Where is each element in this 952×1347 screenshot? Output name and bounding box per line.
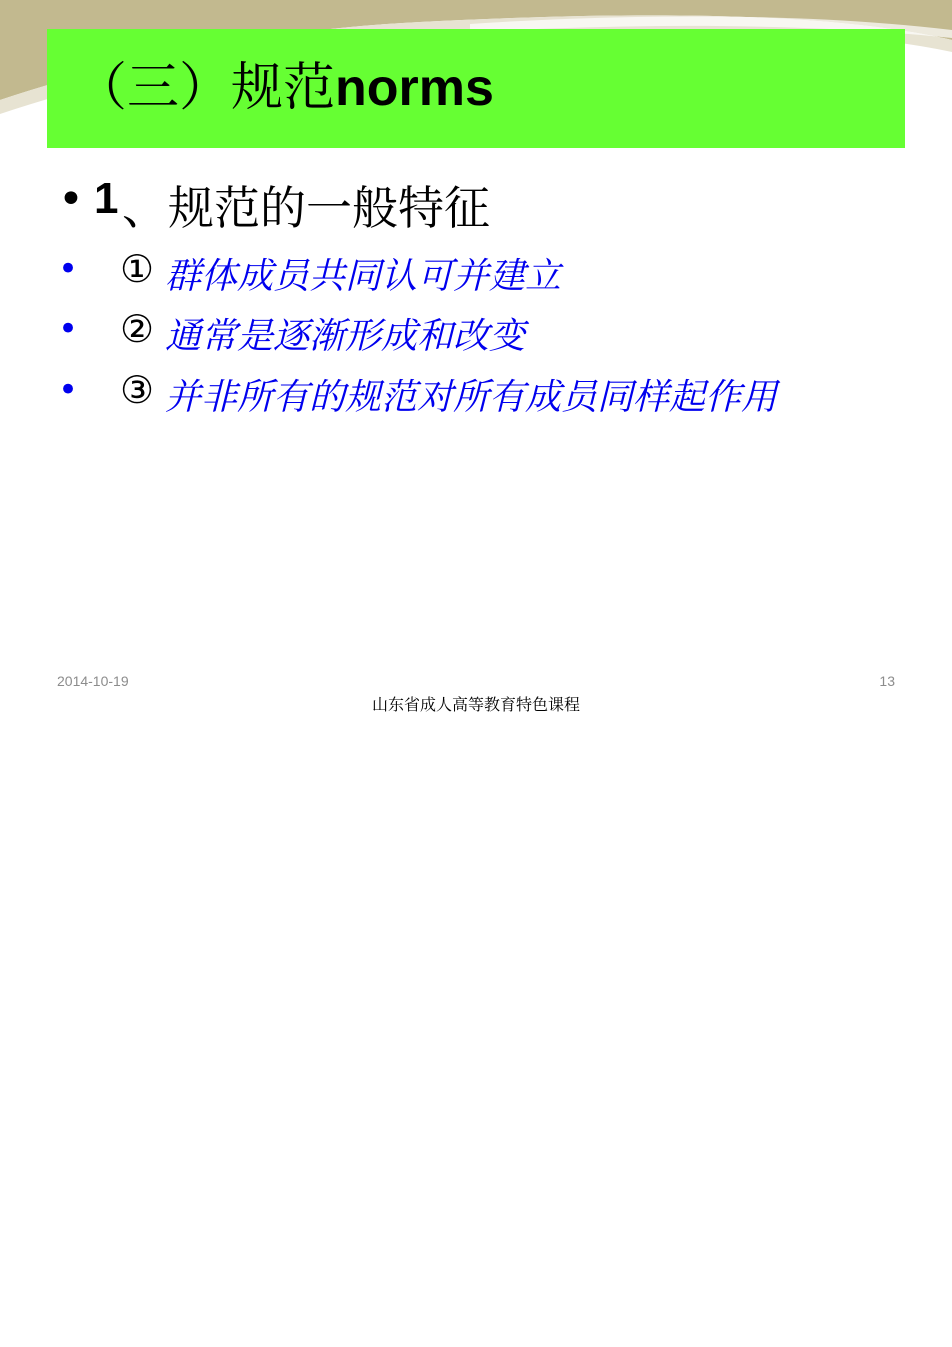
bullet-dot: • [58,174,84,225]
footer-page-number: 13 [879,673,895,689]
bullet-dot: • [58,370,79,410]
bullet-dot: • [58,249,79,289]
sub-bullet-text: 通常是逐渐形成和改变 [165,316,526,357]
sub-bullet-marker: ③ [120,368,155,412]
title-prefix: （三）规范 [75,58,336,118]
sub-bullet-marker: ① [120,247,155,291]
sub-bullet-text: 并非所有的规范对所有成员同样起作用 [165,377,778,418]
footer-organization: 山东省成人高等教育特色课程 [371,695,580,714]
title-latin: norms [335,59,494,117]
footer-date: 2014-10-19 [57,673,129,689]
sub-bullet-marker: ② [120,307,155,351]
main-bullet-text: 、规范的一般特征 [122,181,490,235]
main-bullet-number: 1 [94,174,119,223]
sub-bullet-text: 群体成员共同认可并建立 [165,256,562,297]
bullet-dot: • [58,309,79,349]
